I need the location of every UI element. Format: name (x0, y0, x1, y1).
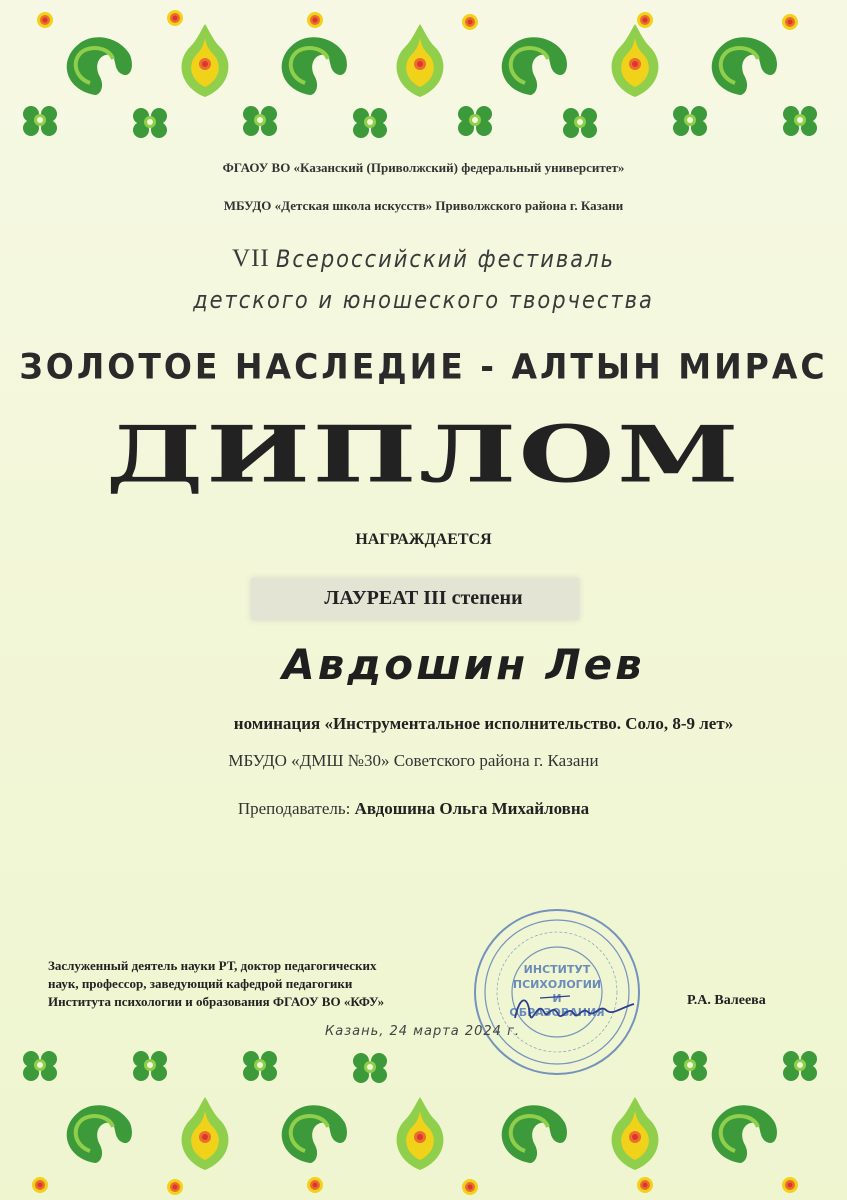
festival-line-1 (0, 245, 847, 273)
festival-line-2: детского и юношеского творчества (193, 286, 654, 314)
teacher-name: Авдошина Ольга Михайловна (354, 799, 590, 818)
signer-title-line-1: Заслуженный деятель науки РТ, доктор педагогических (48, 958, 377, 973)
stamp-text-1: ИНСТИТУТ (523, 963, 591, 976)
signer-name: Р.А. Валеева (687, 993, 766, 1008)
diploma-title: ДИПЛОМ (105, 408, 742, 500)
organizer-line-1: ФГАОУ ВО «Казанский (Приволжский) федеральный университет» (222, 160, 625, 175)
stamp-text-3: И (552, 992, 562, 1005)
laureate-degree: ЛАУРЕАТ III степени (324, 587, 523, 609)
top-ornament-border (0, 0, 847, 150)
place-and-date: Казань, 24 марта 2024 г. (325, 1024, 521, 1039)
nomination: номинация «Инструментальное исполнительство. Соло, 8-9 лет» (233, 714, 734, 733)
organizer-line-2: МБУДО «Детская школа искусств» Приволжского района г. Казани (223, 198, 624, 213)
stamp-text-4: ОБРАЗОВАНИЯ (509, 1006, 605, 1019)
teacher-line (0, 799, 837, 819)
stamp-text-2: ПСИХОЛОГИИ (512, 978, 602, 991)
bottom-ornament-border (0, 1035, 847, 1200)
teacher-label: Преподаватель: (237, 799, 351, 818)
festival-edition-number: VII (232, 245, 270, 272)
awarded-label: НАГРАЖДАЕТСЯ (355, 531, 492, 548)
signer-title-line-3: Института психологии и образования ФГАОУ ВО «КФУ» (48, 994, 385, 1009)
signer-title-line-2: наук, профессор, заведующий кафедрой педагогики (48, 976, 353, 991)
signer-title (48, 957, 518, 1011)
recipient-name: Авдошин Лев (282, 640, 645, 689)
handwritten-signature (510, 990, 640, 1030)
school-name: МБУДО «ДМШ №30» Советского района г. Казани (228, 751, 599, 770)
festival-type: Всероссийский фестиваль (275, 245, 615, 273)
festival-name: ЗОЛОТОЕ НАСЛЕДИЕ - АЛТЫН МИРАС (19, 346, 828, 387)
